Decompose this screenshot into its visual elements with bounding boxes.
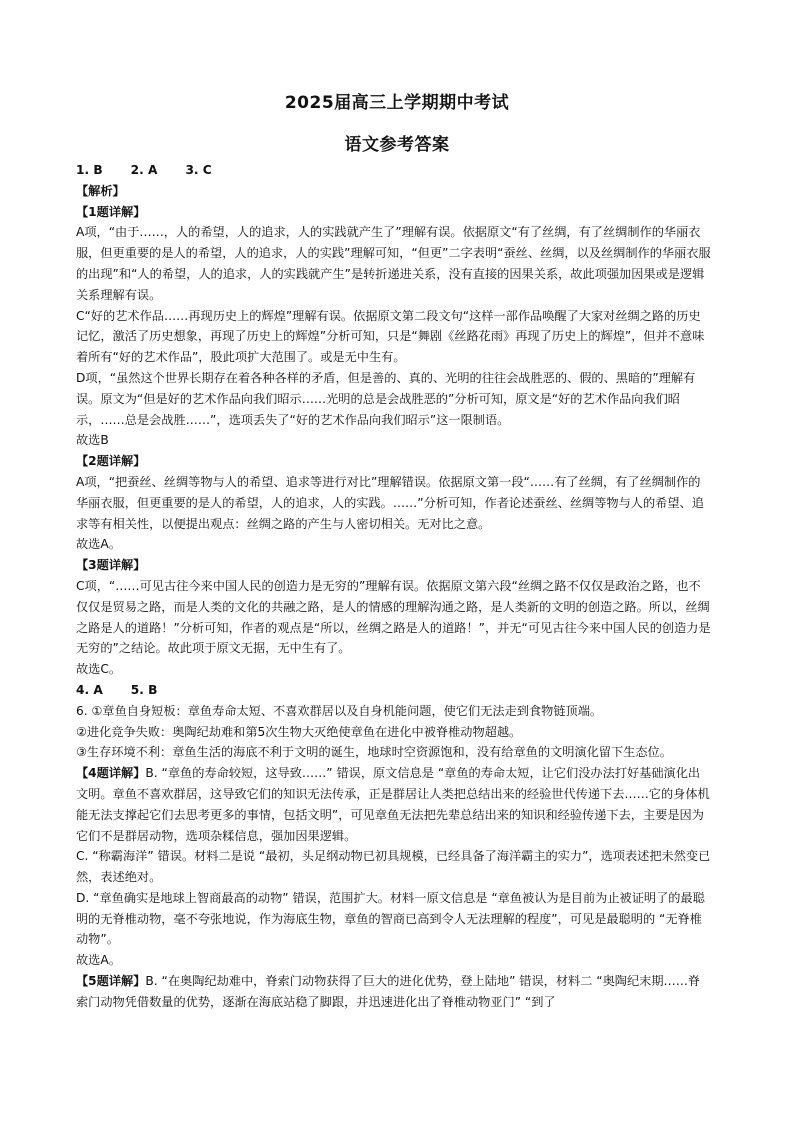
q1-option-d: D项，“虽然这个世界长期存在着各种各样的矛盾，但是善的、真的、光明的往往会战胜恶的、假的、黑暗的”理解有误。原文为“但是好的艺术作品向我们昭示……光明的总是会战胜恶的”分析可知，原文是“好的艺术作品向我们昭示，……总是会战胜……”，选项丢失了“好的艺术作品向我们昭示”这一限制语。 <box>76 370 696 427</box>
answer-1: 1. B <box>76 163 103 177</box>
answer-key-4-5 <box>76 680 712 701</box>
q5-detail <box>76 971 712 1013</box>
answer-3: 3. C <box>185 163 212 177</box>
q4-option-d: D. “章鱼确实是地球上智商最高的动物” 错误，范围扩大。材料一原文信息是 “章鱼被认为是目前为止被证明了的最聪明的无脊椎动物，毫不夸张地说，作为海底生物，章鱼的智商已高到令人无法理解的程度”，可见是最聪明的 “无脊椎动物”。 <box>76 890 705 947</box>
q4-option-c: C. “称霸海洋” 错误。材料二是说 “最初，头足纲动物已初具规模，已经具备了海洋霸主的实力”，选项表述把未然变已然，表述绝对。 <box>76 849 711 885</box>
q6-point-1: 6. ①章鱼自身短板：章鱼寿命太短、不喜欢群居以及自身机能问题，使它们无法走到食物链顶端。 <box>76 703 603 718</box>
q1-option-c: C“好的艺术作品……再现历史上的辉煌”理解有误。依据原文第二段文句“这样一部作品唤醒了大家对丝绸之路的历史记忆，激活了历史想象，再现了历史上的辉煌”分析可知，只是“舞剧《丝路花雨》再现了历史上的辉煌”，但并不意味着所有“好的艺术作品”，股此项扩大范围了。或是无中生有。 <box>76 308 705 365</box>
q2-heading: 【2题详解】 <box>76 454 146 469</box>
q3-option-c: C项，“……可见古往今来中国人民的创造力是无穷的”理解有误。依据原文第六段“丝绸之路不仅仅是政治之路，也不仅仅是贸易之路，而是人类的文化的共融之路，是人的情感的理解沟通之路，是人类新的文明的创造之路。所以，丝绸之路是人的道路！”分析可知，作者的观点是“所以，丝绸之路是人的道路！”，并无“可见古往今来中国人民的创造力是无穷的”之结论。故此项于原文无据，无中生有了。 <box>76 578 711 656</box>
q4-heading: 【4题详解】 <box>76 766 146 781</box>
q3-conclusion: 故选C。 <box>76 662 122 677</box>
q4-conclusion: 故选A。 <box>76 953 121 968</box>
answer-key-1-3 <box>76 160 712 181</box>
q4-detail <box>76 763 712 846</box>
q5-heading: 【5题详解】 <box>76 974 146 989</box>
q6-point-3: ③生存环境不利：章鱼生活的海底不利于文明的诞生，地球时空资源饱和，没有给章鱼的文明演化留下生态位。 <box>76 745 672 760</box>
page-subtitle: 语文参考答案 <box>344 135 450 155</box>
q2-conclusion: 故选A。 <box>76 537 121 552</box>
answer-2: 2. A <box>130 163 158 177</box>
q1-option-a: A项，“由于……，人的希望，人的追求，人的实践就产生了”理解有误。依据原文“有了丝绸，有了丝绸制作的华丽衣服，但更重要的是人的希望，人的追求，人的实践”理解可知，“但更”二字表明“蚕丝、丝绸，以及丝绸制作的华丽衣服的出现”和“人的希望，人的追求，人的实践就产生”是转折递进关系，没有直接的因果关系，故此项强加因果或是逻辑关系理解有误。 <box>76 225 711 302</box>
q1-heading: 【1题详解】 <box>76 204 146 219</box>
q1-conclusion: 故选B <box>76 433 109 448</box>
q2-option-a: A项，“把蚕丝、丝绸等物与人的希望、追求等进行对比”理解错误。依据原文第一段“……有了丝绸，有了丝绸制作的华丽衣服，但更重要的是人的希望，人的追求，人的实践。……”分析可知，作者论述蚕丝、丝绸等物与人的希望、追求等有相关性，以便提出观点：丝绸之路的产生与人密切相关。无对比之意。 <box>76 474 704 531</box>
document-body <box>76 160 712 1013</box>
answer-5: 5. B <box>130 682 158 697</box>
q4-option-b: B. “章鱼的寿命较短，这导致……” 错误，原文信息是 “章鱼的寿命太短，让它们没办法打好基础演化出文明。章鱼不喜欢群居，这导致它们的知识无法传承，正是群居让人类把总结出来的经验世代传递下去……它的身体机能无法支撑起它们去思考更多的事情，包括文明”，可见章鱼无法把先辈总结出来的知识和经验传递下去，主要是因为它们不是群居动物，选项杂糅信息，强加因果逻辑。 <box>76 766 710 843</box>
q3-heading: 【3题详解】 <box>76 558 146 573</box>
answer-4: 4. A <box>76 682 103 697</box>
q6-point-2: ②进化竞争失败：奥陶纪劫难和第5次生物大灭绝使章鱼在进化中被脊椎动物超越。 <box>76 724 522 739</box>
page-title: 2025届高三上学期期中考试 <box>284 93 510 113</box>
q5-option-b: B. “在奥陶纪劫难中，脊索门动物获得了巨大的进化优势，登上陆地” 错误，材料二 “奥陶纪末期……脊索门动物凭借数量的优势，逐渐在海底站稳了脚跟，并迅速进化出了脊椎动物亚门” “到了 <box>76 974 701 1009</box>
analysis-label: 【解析】 <box>76 183 125 198</box>
